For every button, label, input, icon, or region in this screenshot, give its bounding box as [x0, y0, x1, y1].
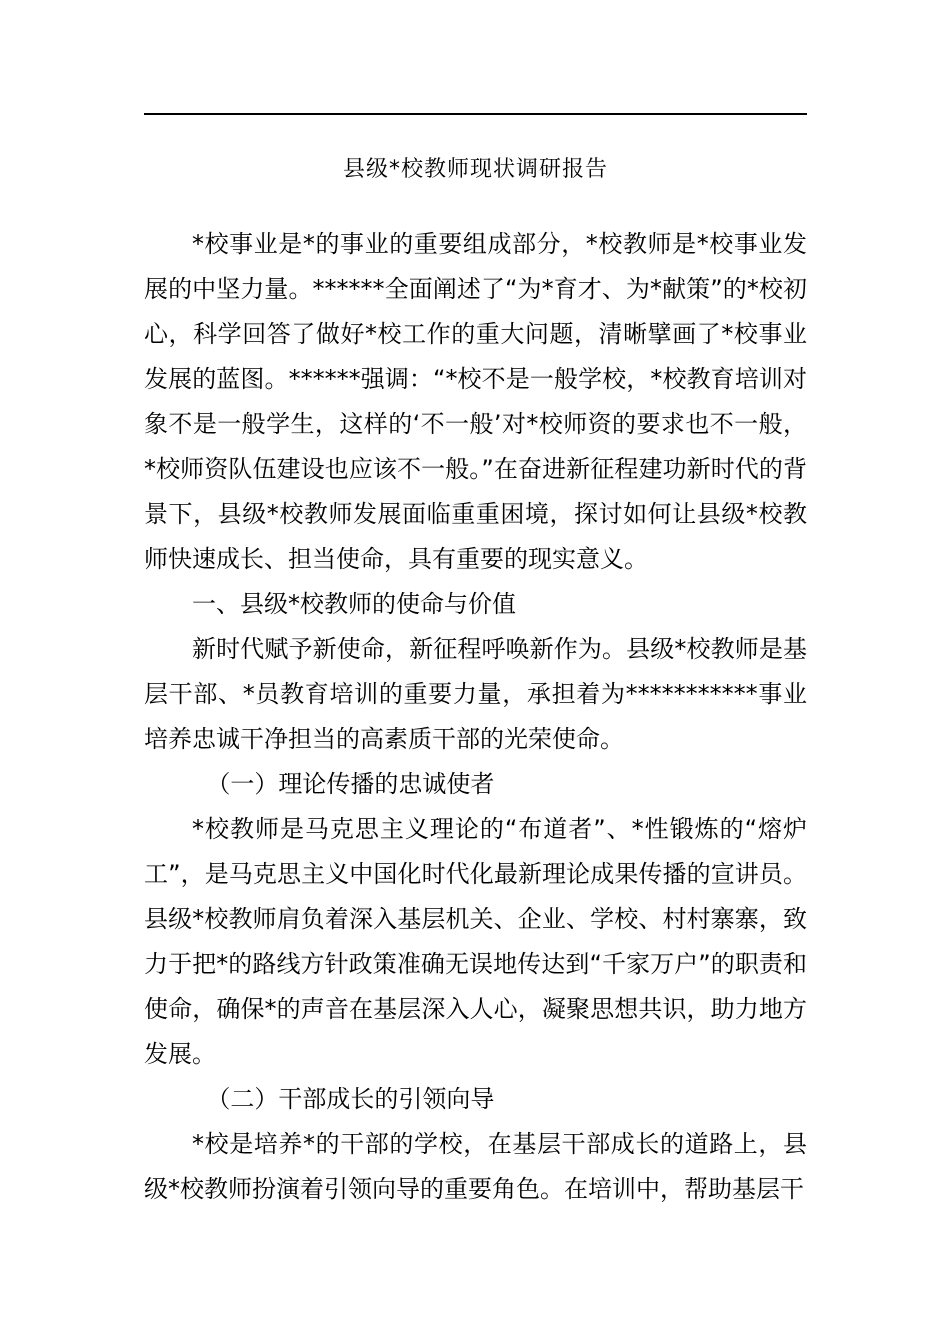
document-title: 县级*校教师现状调研报告 — [342, 157, 608, 182]
section-1-paragraph: 新时代赋予新使命，新征程呼唤新作为。县级*校教师是基层干部、*员教育培训的重要力量，承担着为***********事业培养忠诚干净担当的高素质干部的光荣使命。 — [144, 635, 807, 753]
section-heading-1: 一、县级*校教师的使命与价值 — [192, 590, 516, 618]
subsection-1-paragraph: *校教师是马克思主义理论的“布道者”、*性锻炼的“熔炉工”，是马克思主义中国化时代化最新理论成果传播的宣讲员。县级*校教师肩负着深入基层机关、企业、学校、村村寨寨，致力于把*的路线方针政策准确无误地传达到“千家万户”的职责和使命，确保*的声音在基层深入人心，凝聚思想共识，助力地方发展。 — [144, 815, 807, 1068]
intro-paragraph: *校事业是*的事业的重要组成部分，*校教师是*校事业发展的中坚力量。******全面阐述了“为*育才、为*献策”的*校初心，科学回答了做好*校工作的重大问题，清晰擘画了*校事业发展的蓝图。******强调：“*校不是一般学校，*校教育培训对象不是一般学生，这样的‘不一般’对*校师资的要求也不一般，*校师资队伍建设也应该不一般。”在奋进新征程建功新时代的背景下，县级*校教师发展面临重重困境，探讨如何让县级*校教师快速成长、担当使命，具有重要的现实意义。 — [144, 230, 807, 573]
header-rule — [144, 113, 807, 115]
subsection-heading-2: （二）干部成长的引领向导 — [206, 1085, 495, 1113]
document-body — [144, 222, 807, 1212]
subsection-2-paragraph: *校是培养*的干部的学校，在基层干部成长的道路上，县级*校教师扮演着引领向导的重要角色。在培训中，帮助基层干 — [144, 1130, 807, 1203]
subsection-heading-1: （一）理论传播的忠诚使者 — [206, 770, 495, 798]
